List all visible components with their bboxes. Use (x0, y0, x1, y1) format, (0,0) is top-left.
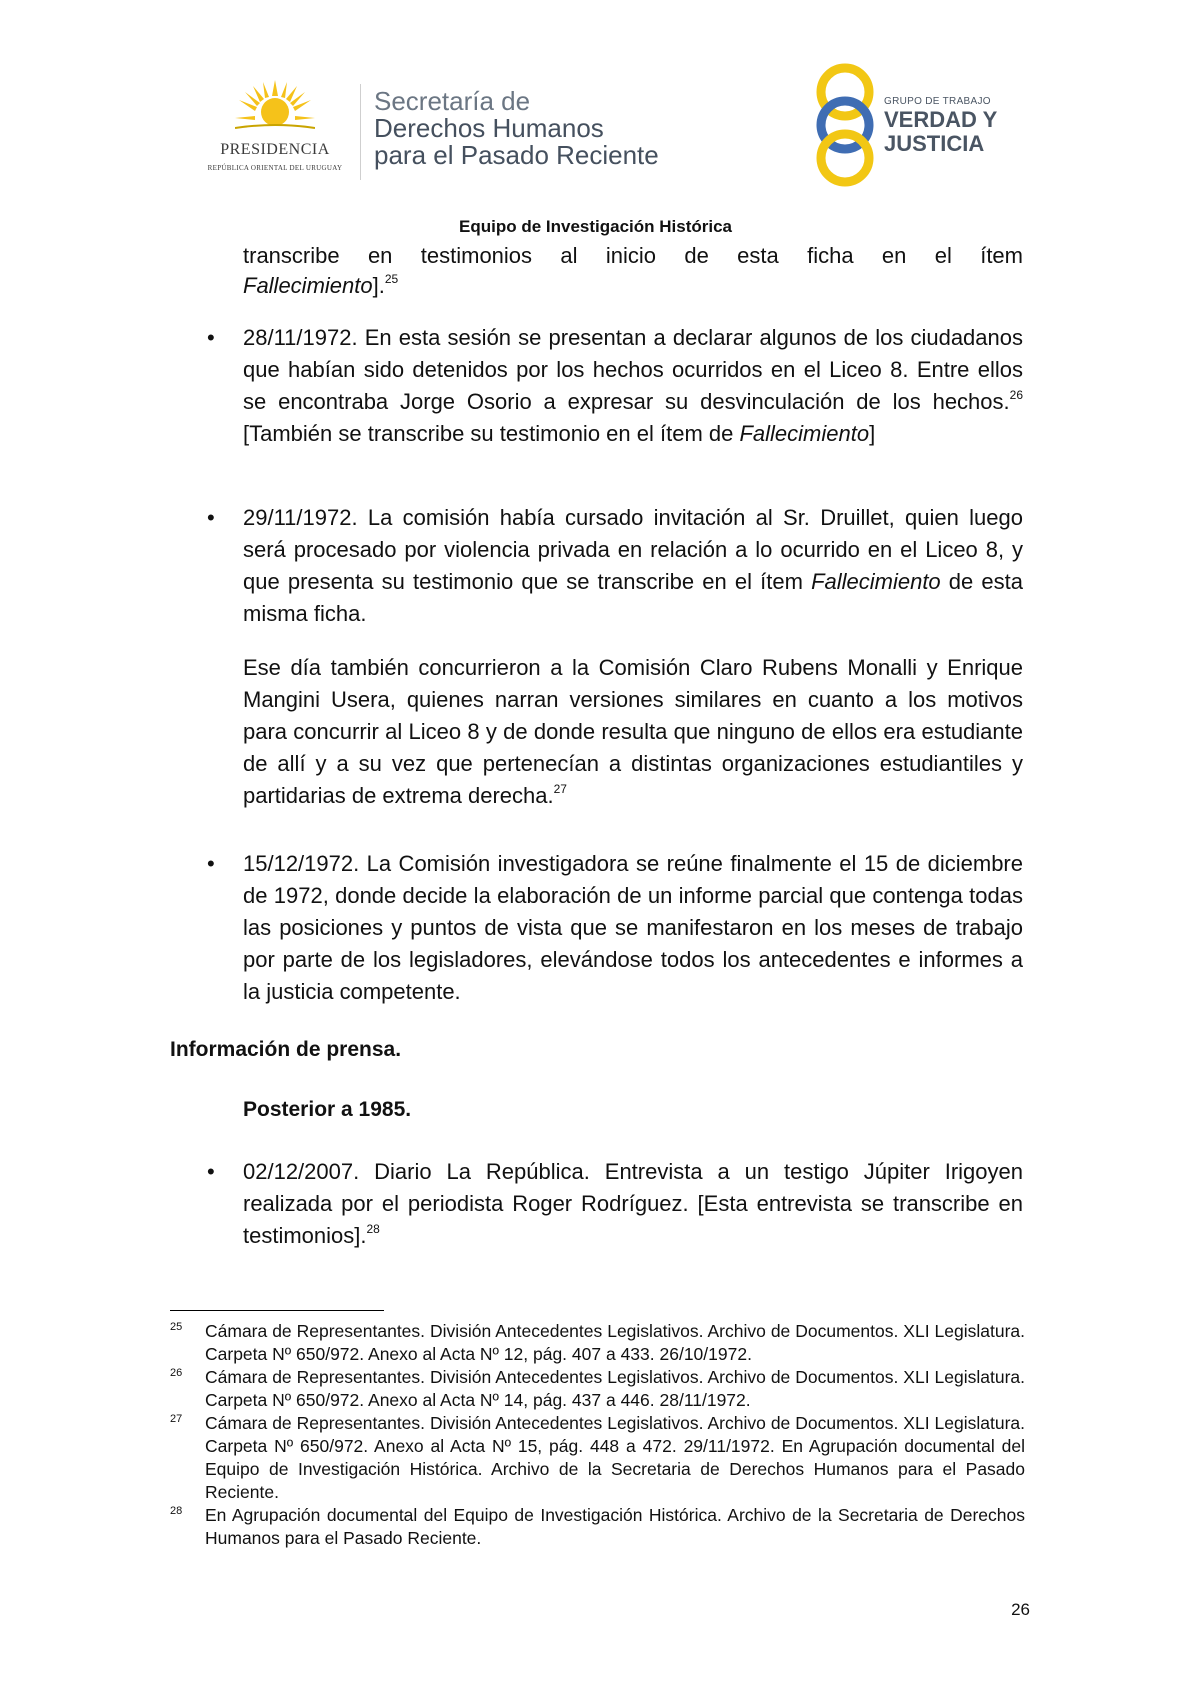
verdad-justicia-logo (810, 62, 1030, 188)
secretaria-title (374, 88, 714, 169)
list-item-1 (243, 322, 1023, 450)
footnote-number: 26 (170, 1367, 183, 1379)
list-item-2 (243, 502, 1023, 630)
sun-emblem-icon (235, 78, 315, 140)
item-1-italic: Fallecimiento (739, 421, 870, 446)
footnote-text: En Agrupación documental del Equipo de Investigación Histórica. Archivo de la Secretaria de Derechos Humanos para el Pasado Reciente. (205, 1505, 1025, 1548)
item-1-text: 28/11/1972. En esta sesión se presentan a declarar algunos de los ciudadanos que habían sido detenidos por los hechos ocurridos en el Liceo 8. Entre ellos se encontraba Jorge Osorio a expresar su desvinculación de los hechos. (243, 325, 1023, 414)
bullet-3: • (207, 851, 215, 876)
presidencia-word: PRESIDENCIA (220, 141, 330, 158)
continuation-rest: ]. (372, 273, 385, 298)
item-2-italic: Fallecimiento (811, 569, 941, 594)
footnote-number: 27 (170, 1413, 183, 1425)
page-number: 26 (1011, 1600, 1030, 1619)
secretaria-line-1: Secretaría de (374, 86, 531, 116)
bullet-4: • (207, 1159, 215, 1184)
item-1-after: [También se transcribe su testimonio en el ítem de (243, 421, 740, 446)
bullet-2: • (207, 505, 215, 530)
item-2-end: de esta misma ficha. (243, 569, 1023, 626)
footnote-number: 25 (170, 1321, 183, 1333)
footnote-text: Cámara de Representantes. División Antecedentes Legislativos. Archivo de Documentos. XLI Legislatura. Carpeta Nº 650/972. Anexo al Acta Nº 14, pág. 437 a 446. 28/11/1972. (205, 1367, 1025, 1410)
secretaria-line-2: Derechos Humanos (374, 113, 604, 143)
footnote-ref-28: 28 (366, 1222, 380, 1236)
gtvj-line-1: VERDAD Y (884, 107, 998, 132)
continuation-italic: Fallecimiento (243, 273, 373, 298)
header-divider (360, 84, 361, 180)
footnote-ref-27: 27 (553, 782, 567, 796)
item-2-para-2-text: Ese día también concurrieron a la Comisión Claro Rubens Monalli y Enrique Mangini Usera, quienes narran versiones similares en cuanto a los motivos para concurrir al Liceo 8 y de donde resulta que ninguno de ellos era estudiante de allí y a su vez que pertenecían a distintas organizaciones estudiantiles y partidarias de extrema derecha. (243, 655, 1023, 808)
item-4-text: 02/12/2007. Diario La República. Entrevista a un testigo Júpiter Irigoyen realizada por el periodista Roger Rodríguez. [Esta entrevista se transcribe en testimonios]. (243, 1159, 1023, 1248)
footnote-text: Cámara de Representantes. División Antecedentes Legislativos. Archivo de Documentos. XLI Legislatura. Carpeta Nº 650/972. Anexo al Acta Nº 15, pág. 448 a 472. 29/11/1972. En Agrupación documental del Equipo de Investigación Histórica. Archivo de la Secretaria de Derechos Humanos para el Pasado Reciente. (205, 1413, 1025, 1502)
gtvj-small-label: GRUPO DE TRABAJO (884, 96, 991, 107)
continuation-line-2 (243, 270, 1023, 302)
list-item-3: 15/12/1972. La Comisión investigadora se reúne finalmente el 15 de diciembre de 1972, donde decide la elaboración de un informe parcial que contenga todas las posiciones y puntos de vista que se manifestaron en los meses de trabajo por parte de los legisladores, elevándose todos los antecedentes e informes a la justicia competente. (243, 851, 1023, 1004)
presidencia-logo (195, 78, 355, 178)
heading-post-1985: Posterior a 1985. (243, 1098, 412, 1121)
team-title: Equipo de Investigación Histórica (459, 217, 732, 236)
item-2-text: 29/11/1972. La comisión había cursado invitación al Sr. Druillet, quien luego será procesado por violencia privada en relación a lo ocurrido en el Liceo 8, y que presenta su testimonio que se transcribe en el ítem (243, 505, 1023, 594)
continuation-line-1: transcribe en testimonios al inicio de esta ficha en el ítem (243, 243, 1023, 268)
rings-emblem-icon (810, 62, 880, 188)
bullet-1: • (207, 325, 215, 350)
list-item-2-paragraph-2 (243, 652, 1023, 812)
footnote-number: 28 (170, 1505, 183, 1517)
list-item-4 (243, 1156, 1023, 1252)
item-1-end: ] (869, 421, 876, 446)
secretaria-line-3: para el Pasado Reciente (374, 140, 659, 170)
footnote-rule (170, 1310, 384, 1311)
footnote-text: Cámara de Representantes. División Antecedentes Legislativos. Archivo de Documentos. XLI Legislatura. Carpeta Nº 650/972. Anexo al Acta Nº 12, pág. 407 a 433. 26/10/1972. (205, 1321, 1025, 1364)
presidencia-subtitle: REPÚBLICA ORIENTAL DEL URUGUAY (207, 164, 343, 172)
footnote-ref-25: 25 (384, 272, 399, 286)
heading-press: Información de prensa. (170, 1038, 402, 1061)
footnote-ref-26: 26 (1009, 388, 1023, 402)
gtvj-line-2: JUSTICIA (884, 131, 985, 156)
